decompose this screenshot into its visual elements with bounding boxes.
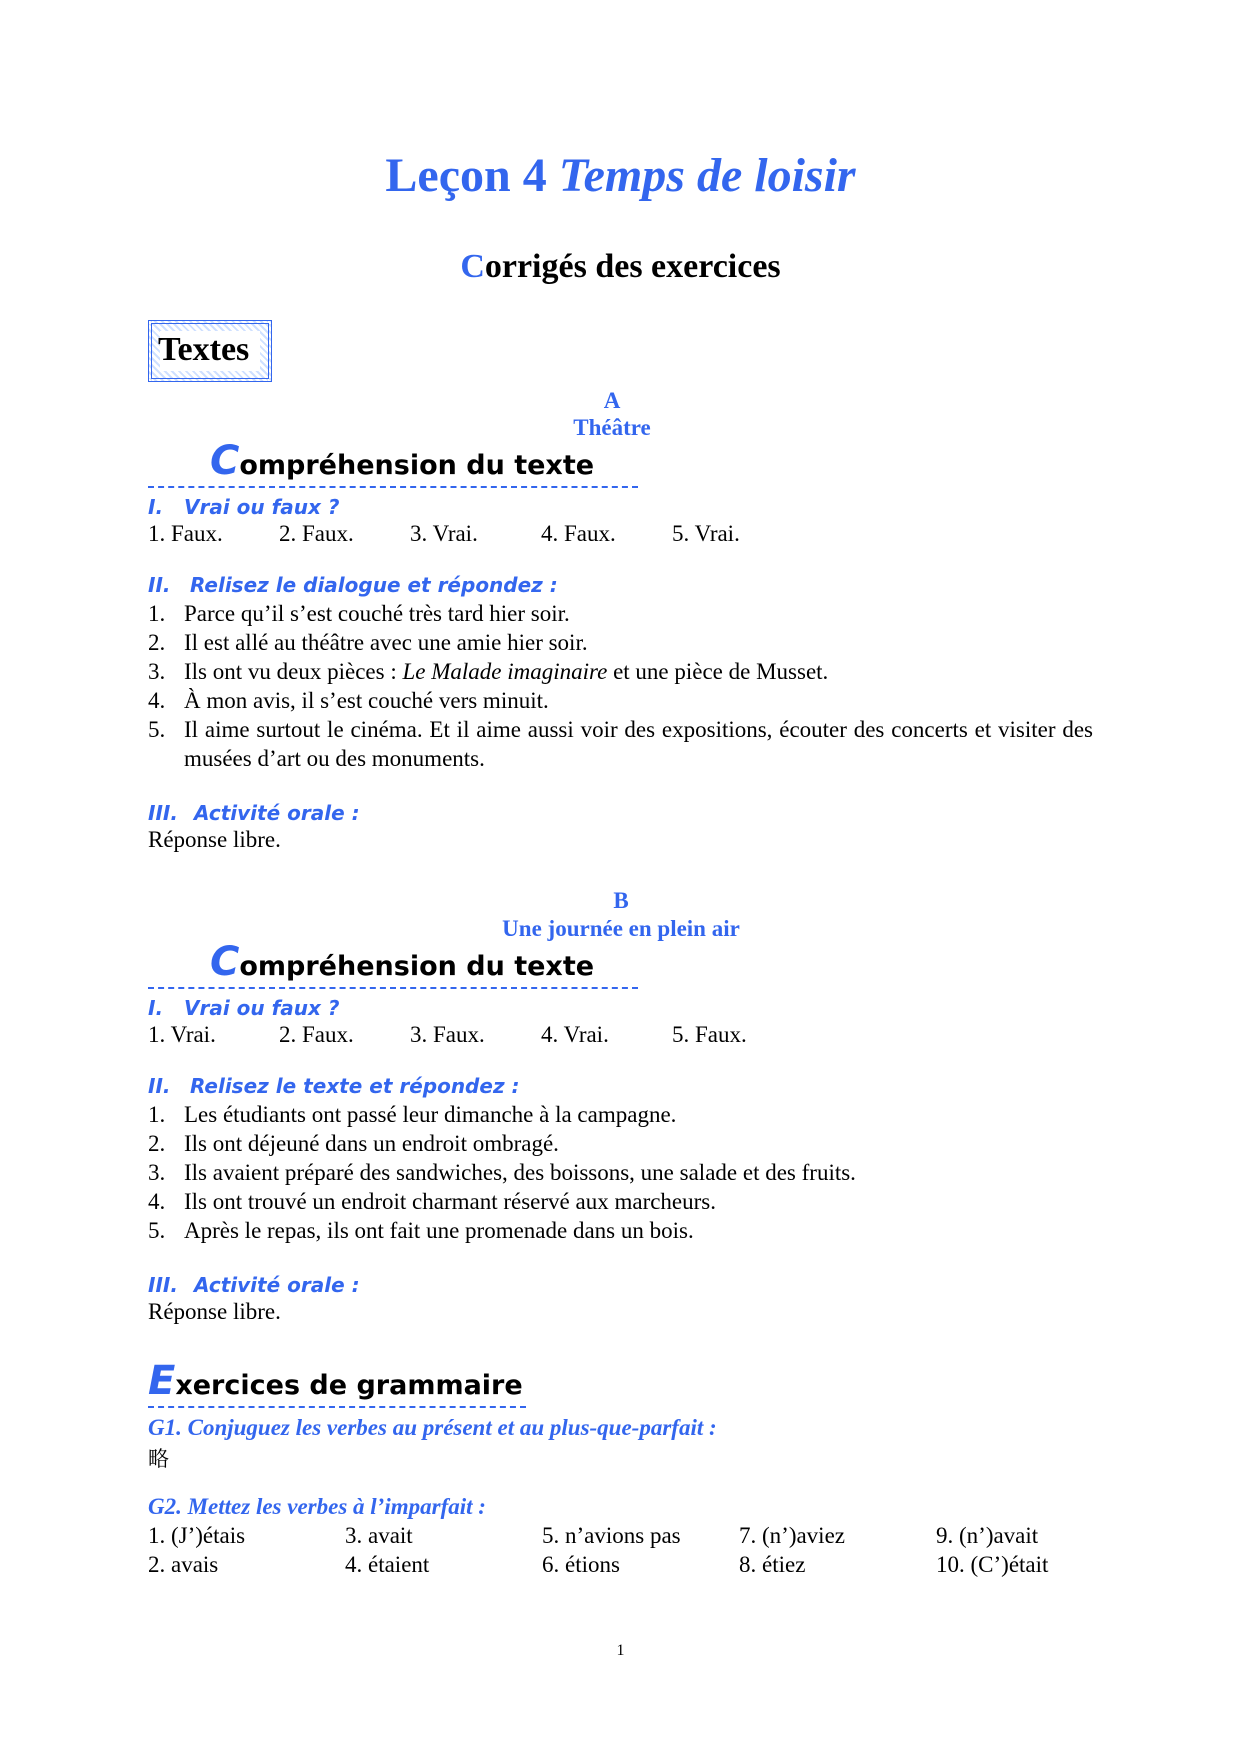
subtitle-rest: orrigés des exercices: [484, 248, 781, 285]
comp-initial: C: [210, 438, 240, 484]
list-item: 4. À mon avis, il s’est couché vers minuit.: [148, 688, 549, 713]
grid-cell: 8. étiez: [739, 1552, 806, 1577]
comp-rest: ompréhension du texte: [239, 951, 595, 982]
section-b-name: Une journée en plein air: [502, 916, 740, 941]
grid-cell: 2. avais: [148, 1552, 219, 1577]
section-b-q1-answers: [148, 1022, 1048, 1052]
section-a-q3-heading: III. Activité orale :: [148, 801, 360, 825]
answer-item: 3. Vrai.: [410, 521, 478, 546]
grid-cell: 10. (C’)était: [936, 1552, 1049, 1577]
section-b-q3-heading: III. Activité orale :: [148, 1273, 360, 1297]
subtitle-initial: C: [460, 248, 485, 285]
grid-cell: 4. étaient: [345, 1552, 430, 1577]
page-number: 1: [616, 1642, 625, 1659]
answer-item: 4. Vrai.: [541, 1022, 609, 1047]
comp-initial: C: [210, 939, 240, 985]
comp-rest: ompréhension du texte: [239, 450, 595, 481]
section-a-comprehension-heading: [148, 438, 638, 488]
grid-cell: 6. étions: [542, 1552, 620, 1577]
section-a-name: Théâtre: [573, 415, 651, 440]
list-item: 1. Parce qu’il s’est couché très tard hier soir.: [148, 601, 570, 626]
answer-item: 5. Faux.: [672, 1022, 747, 1047]
section-a-letter: A: [603, 388, 621, 413]
section-a-q2-list: [148, 599, 1093, 773]
list-item: 2. Il est allé au théâtre avec une amie hier soir.: [148, 630, 588, 655]
list-item: 3. Ils avaient préparé des sandwiches, des boissons, une salade et des fruits.: [148, 1160, 856, 1185]
section-b-q2-list: [148, 1100, 1093, 1245]
list-item: 2. Ils ont déjeuné dans un endroit ombragé.: [148, 1131, 559, 1156]
section-a-q3-answer: Réponse libre.: [148, 827, 281, 852]
section-a-q1-heading: I. Vrai ou faux ?: [148, 495, 340, 519]
answer-item: 2. Faux.: [279, 521, 354, 546]
title-italic: Temps de loisir: [558, 149, 856, 202]
section-b-q2-heading: II. Relisez le texte et répondez :: [148, 1074, 520, 1098]
grid-cell: 3. avait: [345, 1523, 413, 1548]
section-b-comprehension-heading: [148, 939, 638, 989]
list-item: 3. Ils ont vu deux pièces : Le Malade imaginaire et une pièce de Musset.: [148, 659, 829, 684]
answer-item: 5. Vrai.: [672, 521, 740, 546]
grid-cell: 7. (n’)aviez: [739, 1523, 845, 1548]
answer-item: 1. Vrai.: [148, 1022, 216, 1047]
page-subtitle: [0, 248, 1241, 286]
grammar-rest: xercices de grammaire: [175, 1370, 523, 1401]
g1-heading: G1. Conjuguez les verbes au présent et au plus-que-parfait :: [148, 1415, 717, 1440]
answer-item: 1. Faux.: [148, 521, 223, 546]
section-a-q2-heading: II. Relisez le dialogue et répondez :: [148, 573, 558, 597]
list-item: 4. Ils ont trouvé un endroit charmant réservé aux marcheurs.: [148, 1189, 716, 1214]
g1-answer: 略: [148, 1447, 169, 1471]
section-b-q3-answer: Réponse libre.: [148, 1299, 281, 1324]
grammar-initial: E: [148, 1358, 176, 1404]
answer-item: 4. Faux.: [541, 521, 616, 546]
g2-heading: G2. Mettez les verbes à l’imparfait :: [148, 1494, 486, 1519]
section-b-letter: B: [613, 888, 629, 913]
section-a-q1-answers: [148, 521, 1048, 551]
play-title: Le Malade imaginaire: [402, 659, 608, 684]
grid-cell: 1. (J’)étais: [148, 1523, 246, 1548]
grammar-heading: [148, 1358, 526, 1408]
textes-label: Textes: [158, 331, 250, 368]
section-b-q1-heading: I. Vrai ou faux ?: [148, 996, 340, 1020]
list-item: 5. Après le repas, ils ont fait une promenade dans un bois.: [148, 1218, 694, 1243]
grid-cell: 9. (n’)avait: [936, 1523, 1039, 1548]
grid-cell: 5. n’avions pas: [542, 1523, 681, 1548]
page-title: [0, 148, 1241, 203]
answer-item: 3. Faux.: [410, 1022, 485, 1047]
answer-item: 2. Faux.: [279, 1022, 354, 1047]
list-item: 1. Les étudiants ont passé leur dimanche à la campagne.: [148, 1102, 677, 1127]
list-item: 5. Il aime surtout le cinéma. Et il aime aussi voir des expositions, écouter des concerts et visiter des musées d’art ou des monuments.: [148, 717, 1093, 771]
title-plain: Leçon 4: [385, 149, 559, 202]
